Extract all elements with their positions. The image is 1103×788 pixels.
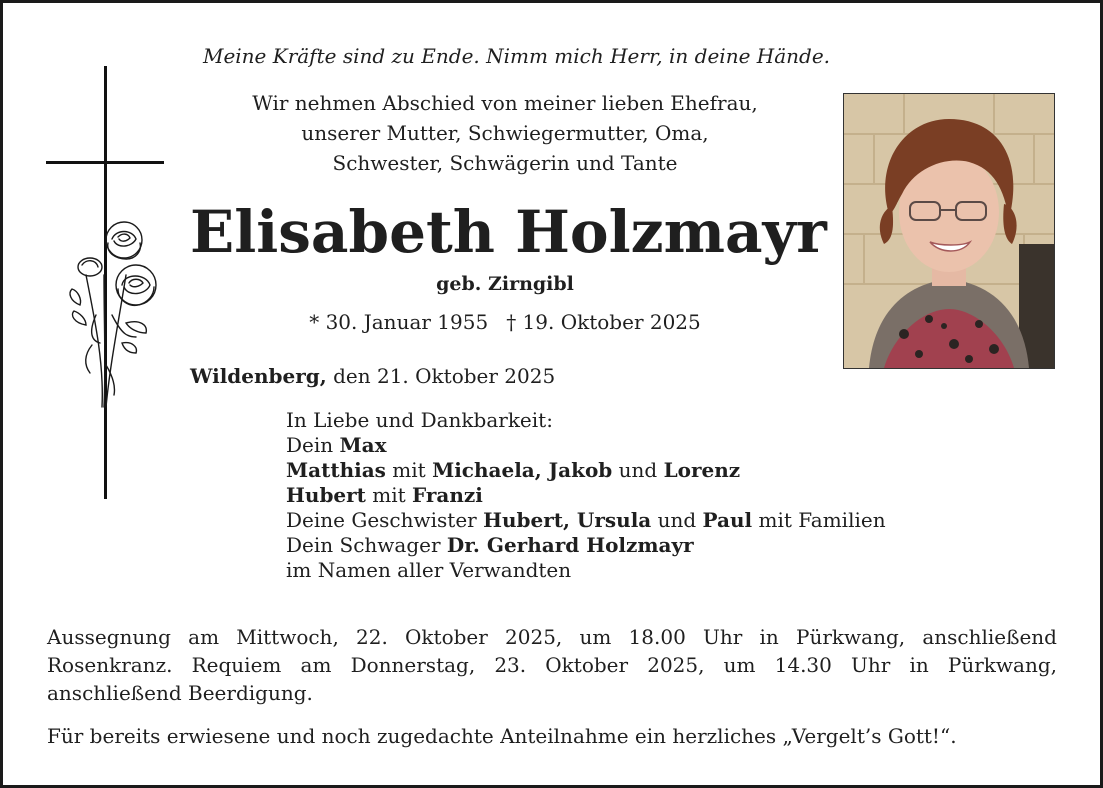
death-date: † 19. Oktober 2025	[506, 310, 701, 334]
signers-line	[286, 433, 886, 458]
signer-prefix: Deine Geschwister	[286, 508, 484, 532]
signers-list	[286, 408, 886, 583]
deceased-name: Elisabeth Holzmayr	[190, 198, 827, 266]
portrait-photo	[843, 93, 1055, 369]
service-details: Aussegnung am Mittwoch, 22. Oktober 2025, um 18.00 Uhr in Pürkwang, anschließend Rosenkranz. Requiem am Donnerstag, 23. Oktober 2025, um 14.30 Uhr in Pürkwang, anschließend Beerdigung.	[47, 625, 1057, 705]
cross-icon-bar	[46, 161, 164, 164]
signers-line	[286, 533, 886, 558]
signer-name: Michaela, Jakob	[432, 458, 613, 482]
signer-name: Matthias	[286, 458, 386, 482]
intro-line: Schwester, Schwägerin und Tante	[332, 151, 678, 175]
signers-line	[286, 508, 886, 533]
notice-date: den 21. Oktober 2025	[333, 364, 556, 388]
signers-line	[286, 458, 886, 483]
motto: Meine Kräfte sind zu Ende. Nimm mich Herr, in deine Hände.	[202, 44, 831, 68]
signer-name: Max	[339, 433, 387, 457]
signers-line	[286, 483, 886, 508]
place-name: Wildenberg,	[190, 364, 327, 388]
signer-name: Dr. Gerhard Holzmayr	[446, 533, 694, 557]
signer-name: Paul	[702, 508, 753, 532]
intro-line: unserer Mutter, Schwiegermutter, Oma,	[301, 121, 709, 145]
rose-bouquet-icon	[66, 215, 161, 410]
signer-name: Hubert	[286, 483, 366, 507]
thanks-line: Für bereits erwiesene und noch zugedachte Anteilnahme ein herzliches „Vergelt’s Gott!“.	[47, 724, 957, 748]
place-date	[190, 364, 555, 388]
signer-connector: und	[651, 508, 703, 532]
intro-text	[190, 88, 820, 178]
signer-connector: mit	[385, 458, 433, 482]
portrait-image	[844, 94, 1054, 368]
signers-line: In Liebe und Dankbarkeit:	[286, 408, 553, 432]
life-dates	[190, 310, 820, 334]
signer-prefix: Dein	[286, 433, 340, 457]
signer-name: Hubert, Ursula	[483, 508, 652, 532]
signers-line: im Namen aller Verwandten	[286, 558, 572, 582]
signer-suffix: mit Familien	[752, 508, 886, 532]
birth-date: * 30. Januar 1955	[309, 310, 489, 334]
signer-name: Franzi	[412, 483, 483, 507]
signer-name: Lorenz	[663, 458, 741, 482]
signer-connector: mit	[365, 483, 413, 507]
maiden-name: geb. Zirngibl	[436, 273, 574, 295]
intro-line: Wir nehmen Abschied von meiner lieben Ehefrau,	[252, 91, 758, 115]
signer-connector: und	[612, 458, 664, 482]
signer-prefix: Dein Schwager	[286, 533, 447, 557]
